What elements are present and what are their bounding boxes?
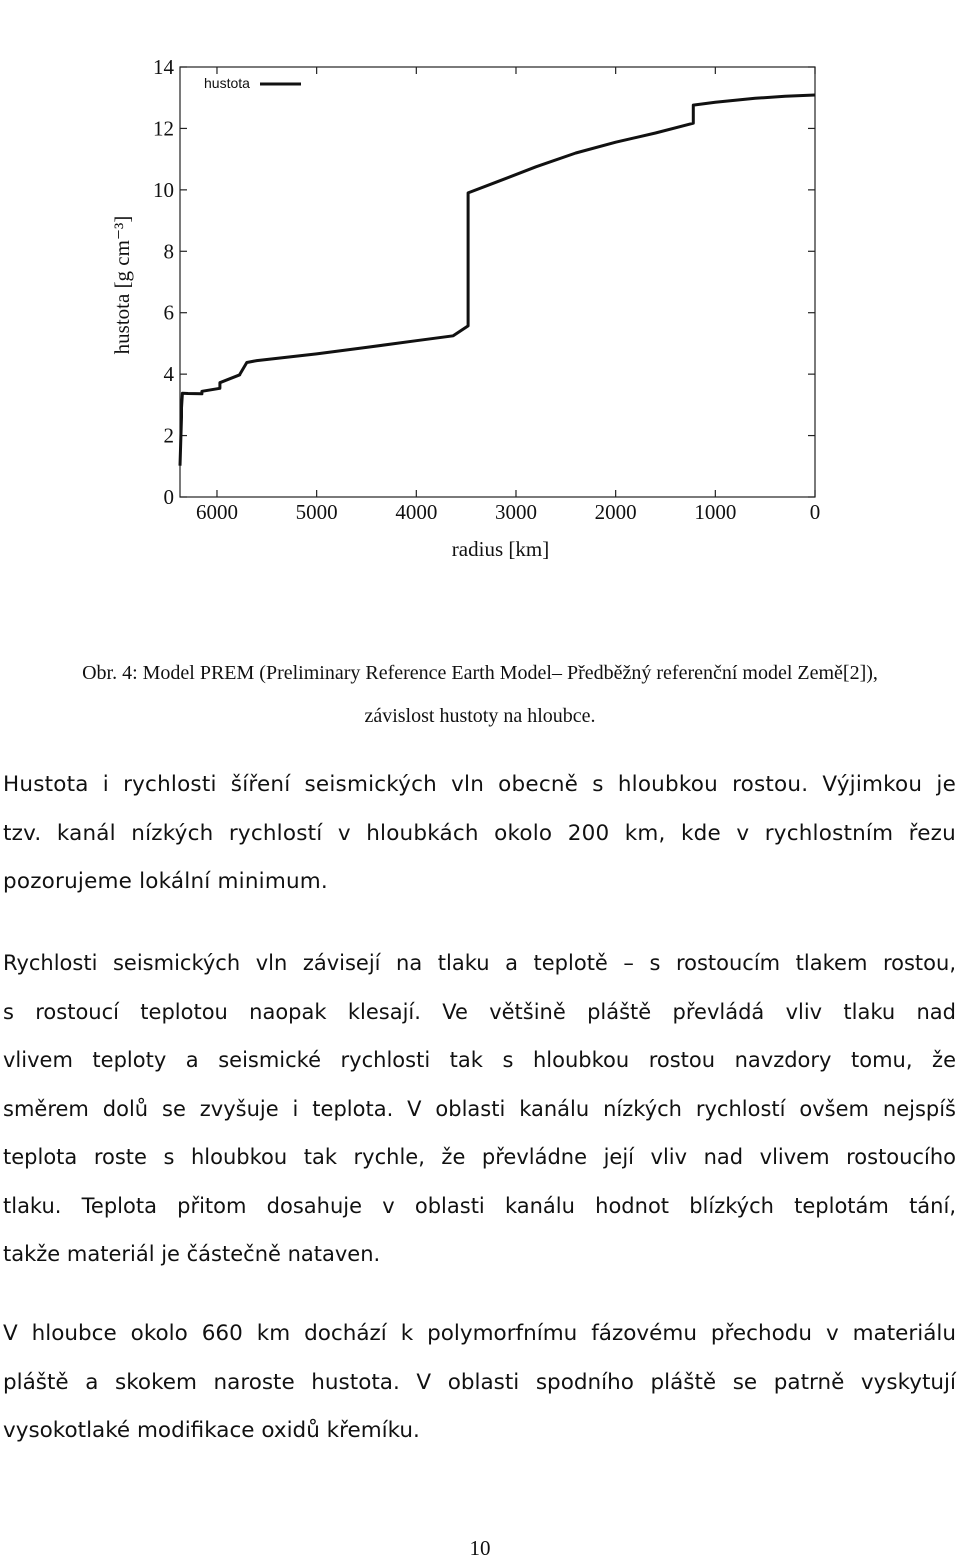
paragraph-2: [3, 939, 956, 1279]
figure-caption-line-2: závislost hustoty na hloubce.: [364, 705, 596, 727]
plot-frame: [180, 67, 815, 497]
paragraph-line: pozorujeme lokální minimum.: [3, 869, 328, 894]
figure-caption-line-1: Obr. 4: Model PREM (Preliminary Reference Earth Model– Předběžný referenční model Země[2]),: [82, 662, 878, 684]
paragraph-line: tzv. kanál nízkých rychlostí v hloubkách okolo 200 km, kde v rychlostním řezu: [3, 820, 956, 846]
y-tick-label: 2: [163, 423, 174, 448]
paragraph-line: tlaku. Teplota přitom dosahuje v oblasti kanálu hodnot blízkých teplotám tání,: [3, 1193, 956, 1218]
x-tick-label: 4000: [395, 500, 438, 524]
x-tick-label: 1000: [694, 500, 737, 524]
x-tick-label: 2000: [594, 500, 637, 524]
y-tick-label: 8: [163, 239, 174, 264]
x-tick-label: 0: [809, 500, 821, 524]
legend-label: hustota: [204, 75, 250, 91]
density-chart: [0, 0, 960, 600]
paragraph-line: teplota roste s hloubkou tak rychle, že převládne její vliv nad vlivem rostoucího: [3, 1145, 956, 1169]
paragraph-line: pláště a skokem naroste hustota. V oblasti spodního pláště se patrně vyskytují: [3, 1369, 956, 1395]
series-line-hustota: [180, 95, 815, 466]
y-axis-label: hustota [g cm⁻³]: [110, 215, 134, 355]
y-tick-label: 4: [163, 362, 174, 387]
paragraph-line: Hustota i rychlosti šíření seismických vln obecně s hloubkou rostou. Výjimkou je: [3, 772, 956, 797]
paragraph-line: směrem dolů se zvyšuje i teplota. V oblasti kanálu nízkých rychlostí ovšem nejspíš: [3, 1096, 956, 1121]
paragraph-line: vysokotlaké modifikace oxidů křemíku.: [3, 1418, 420, 1443]
paragraph-line: s rostoucí teplotou naopak klesají. Ve většině pláště převládá vliv tlaku nad: [3, 999, 956, 1024]
paragraph-line: Rychlosti seismických vln závisejí na tlaku a teplotě – s rostoucím tlakem rostou,: [3, 951, 956, 975]
y-tick-label: 12: [153, 116, 174, 141]
paragraph-3: [3, 1310, 956, 1456]
page-number: 10: [469, 1536, 491, 1560]
x-axis-label: radius [km]: [451, 537, 550, 561]
paragraph-line: vlivem teploty a seismické rychlosti tak s hloubkou rostou navzdory tomu, že: [3, 1048, 956, 1072]
paragraph-line: takže materiál je částečně nataven.: [3, 1242, 381, 1266]
x-tick-label: 5000: [295, 500, 338, 524]
x-tick-label: 3000: [494, 500, 537, 524]
x-tick-label: 6000: [195, 500, 238, 524]
y-tick-label: 6: [163, 300, 174, 325]
paragraph-1: [3, 761, 956, 907]
y-tick-label: 14: [153, 55, 174, 79]
density-figure: [0, 0, 960, 600]
y-tick-label: 10: [153, 177, 174, 202]
y-tick-label: 0: [163, 485, 174, 509]
paragraph-line: V hloubce okolo 660 km dochází k polymorfnímu fázovému přechodu v materiálu: [3, 1321, 956, 1346]
